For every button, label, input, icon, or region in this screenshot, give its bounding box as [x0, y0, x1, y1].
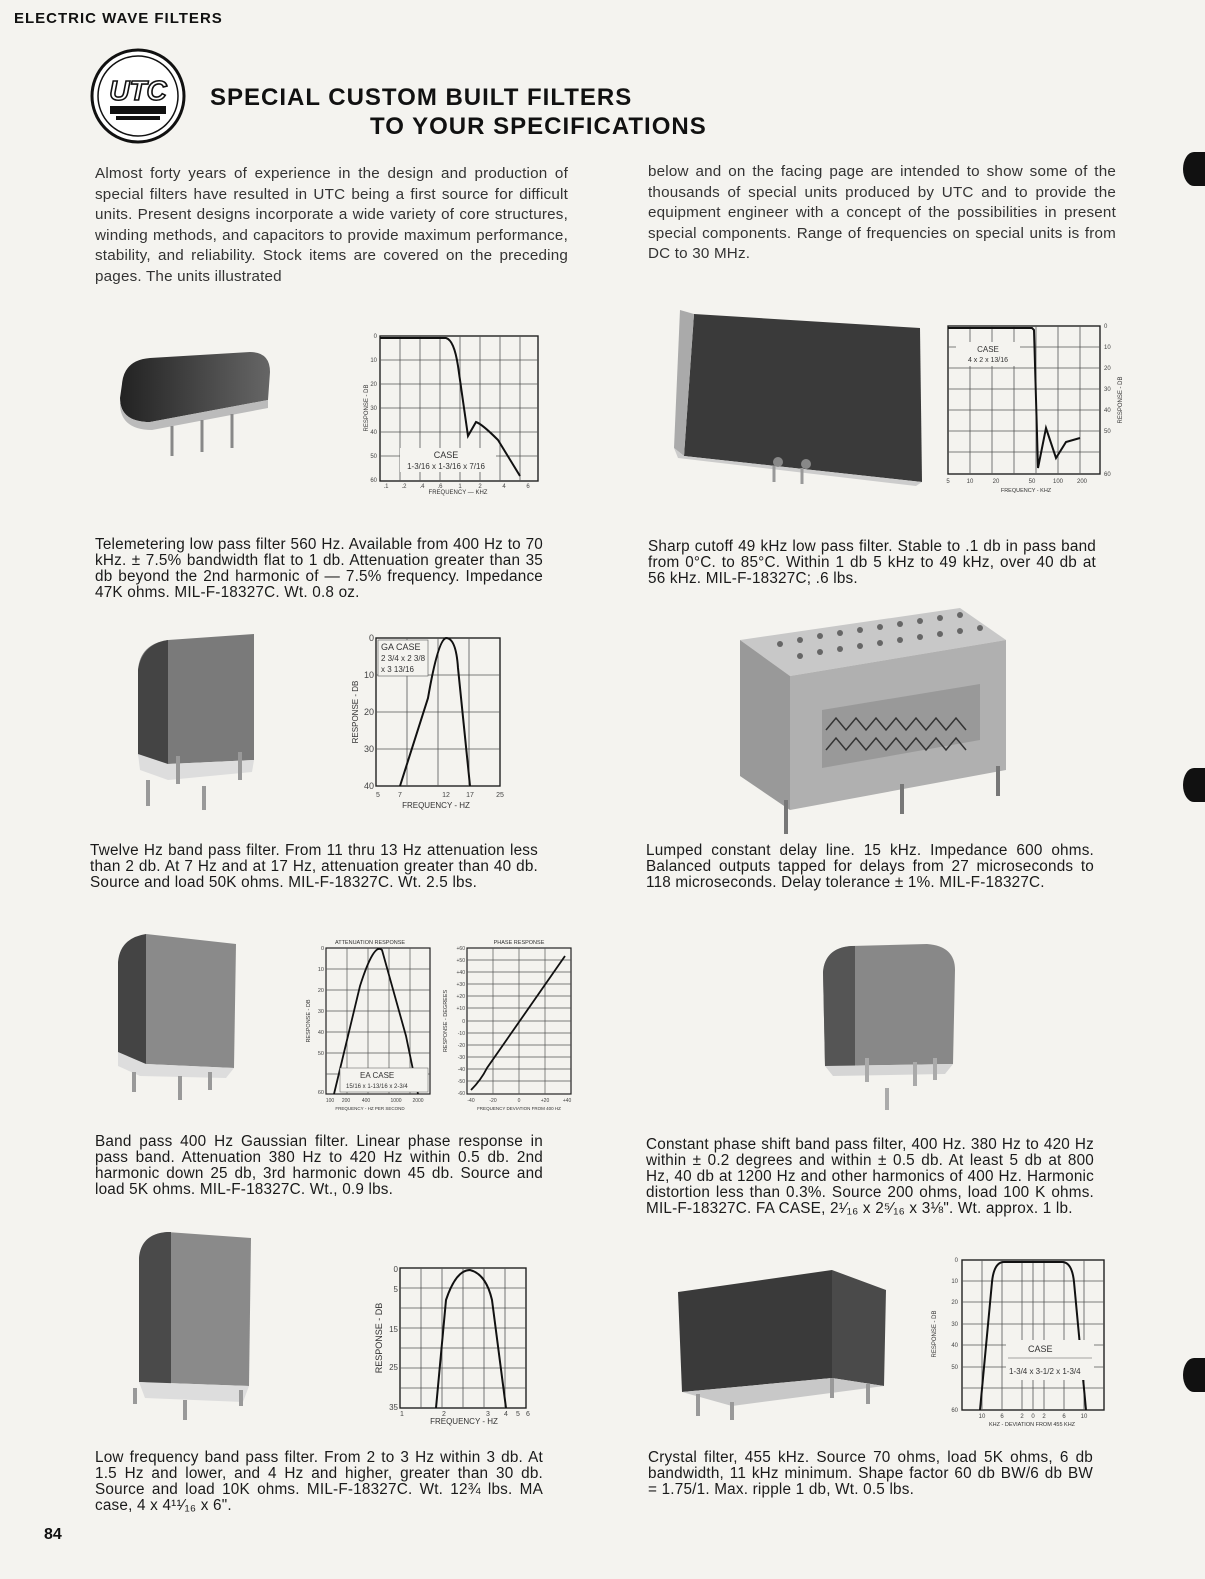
utc-logo — [90, 48, 186, 144]
y-tick: 50 — [370, 454, 377, 460]
y-tick: 50 — [317, 1051, 324, 1057]
graph-case-dims: 4 x 2 x 13/16 — [967, 357, 1009, 364]
y-tick: +40 — [456, 970, 465, 976]
page-title-line-2: TO YOUR SPECIFICATIONS — [370, 113, 707, 140]
x-tick: 400 — [361, 1098, 371, 1104]
x-tick: 20 — [992, 479, 1000, 485]
x-tick: .1 — [383, 484, 389, 490]
page-number: 84 — [44, 1526, 62, 1543]
x-tick: 1 — [400, 1411, 404, 1418]
y-tick: 0 — [373, 334, 377, 340]
logo-text: UTC — [109, 75, 167, 106]
graph-y-label: RESPONSE - DB — [306, 999, 312, 1043]
y-tick: 20 — [317, 988, 324, 994]
graph-case-dims: 15/16 x 1-13/16 x 2-3/4 — [346, 1084, 408, 1090]
y-tick: 10 — [363, 670, 374, 680]
y-tick: 0 — [462, 1019, 465, 1025]
caption-low-frequency-filter: Low frequency band pass filter. From 2 to 3 Hz within 3 db. At 1.5 Hz and lower, and 4 Hz and higher, greater than 30 db. Source and load 10K ohms. MIL-F-18327C. Wt. 12¾ lbs. MA case, 4 x 4¹¹⁄₁₆ x 6". — [95, 1449, 543, 1514]
x-tick: 10 — [978, 1414, 986, 1420]
y-tick: +60 — [456, 946, 465, 952]
margin-bullet — [1183, 152, 1205, 186]
x-tick: 17 — [466, 792, 474, 799]
graph-case-label: CASE — [1028, 1344, 1053, 1354]
graph-x-label: FREQUENCY — KHZ — [428, 490, 488, 496]
x-tick: 2000 — [412, 1098, 424, 1104]
y-tick: 40 — [317, 1030, 324, 1036]
product-photo-telemetering-filter — [110, 348, 280, 468]
y-tick: +10 — [456, 1006, 465, 1012]
y-tick: -60 — [457, 1091, 465, 1097]
y-tick: +30 — [456, 982, 465, 988]
graph-y-label: RESPONSE - DB — [364, 384, 370, 432]
x-tick: 2 — [442, 1411, 446, 1418]
y-tick: -50 — [457, 1079, 465, 1085]
x-tick: 5 — [376, 792, 380, 799]
x-tick: -40 — [467, 1098, 475, 1104]
graph-x-label: KHZ - DEVIATION FROM 455 KHZ — [988, 1422, 1076, 1426]
x-tick: 2 — [1020, 1414, 1024, 1420]
graph-y-label: RESPONSE - DB — [932, 1310, 938, 1358]
graph-x-label: FREQUENCY DEVIATION FROM 400 HZ — [477, 1106, 561, 1111]
x-tick: 50 — [1028, 479, 1036, 485]
y-tick: 10 — [951, 1279, 958, 1285]
x-tick: .4 — [419, 484, 425, 490]
section-header: ELECTRIC WAVE FILTERS — [14, 10, 223, 27]
page-title-line-1: SPECIAL CUSTOM BUILT FILTERS — [210, 84, 633, 111]
x-tick: 4 — [502, 484, 506, 490]
y-tick: 0 — [320, 946, 324, 952]
y-tick: 30 — [951, 1322, 958, 1328]
y-tick: 20 — [1104, 366, 1111, 372]
y-tick: 20 — [363, 707, 374, 717]
graph-crystal-filter — [920, 1252, 1110, 1426]
x-tick: 1000 — [390, 1098, 402, 1104]
graph-phase-response — [437, 936, 577, 1112]
graph-lowpass-49khz — [940, 318, 1130, 494]
y-tick: -40 — [457, 1067, 465, 1073]
product-photo-phase-shift-filter — [815, 938, 965, 1114]
y-tick: 20 — [951, 1300, 958, 1306]
product-photo-low-frequency-filter — [125, 1228, 265, 1424]
graph-case-dims: x 3 13/16 — [381, 665, 414, 674]
intro-left: Almost forty years of experience in the design and production of special filters have resulted in UTC being a first source for difficult units. Present designs incorporate a wide variety of core structures, winding methods, and capacitors to provide maximum performance, stability, and reliability. Stock items are covered on the preceding pages. The units illustrated — [95, 165, 568, 285]
product-photo-crystal-filter — [672, 1254, 912, 1420]
y-tick: 20 — [370, 382, 377, 388]
x-tick: 200 — [341, 1098, 351, 1104]
product-photo-gaussian-filter — [110, 926, 250, 1106]
graph-lowpass-560hz — [358, 326, 548, 498]
y-tick: 60 — [1104, 472, 1111, 478]
y-tick: 0 — [1104, 324, 1108, 330]
x-tick: 100 — [325, 1098, 335, 1104]
caption-phase-shift-filter: Constant phase shift band pass filter, 400 Hz. 380 Hz to 420 Hz within ± 0.2 degrees and within ± 0.5 db. At least 5 db at 800 Hz, 40 db at 1200 Hz and other harmonics of 400 Hz. Harmonic distortion less than 0.3%. Source 200 ohms, load 100 K ohms. MIL-F-18327C. FA CASE, 2¹⁄₁₆ x 2⁵⁄₁₆ x 3⅛". Wt. approx. 1 lb. — [646, 1136, 1094, 1217]
graph-low-frequency-bandpass — [360, 1260, 550, 1426]
y-tick: 50 — [951, 1365, 958, 1371]
x-tick: 2 — [478, 484, 482, 490]
y-tick: 0 — [368, 633, 374, 643]
x-tick: 3 — [486, 1411, 490, 1418]
y-tick: -20 — [457, 1043, 465, 1049]
graph-case-label: EA CASE — [360, 1071, 395, 1080]
y-tick: 15 — [389, 1325, 398, 1334]
x-tick: 5 — [516, 1411, 520, 1418]
x-tick: 6 — [1062, 1414, 1066, 1420]
y-tick: 30 — [363, 744, 374, 754]
product-photo-twelve-hz-filter — [128, 630, 268, 812]
x-tick: 25 — [496, 792, 504, 799]
x-tick: -20 — [489, 1098, 497, 1104]
margin-bullet — [1183, 1358, 1205, 1392]
graph-bandpass-12hz — [336, 628, 516, 810]
caption-twelve-hz-filter: Twelve Hz band pass filter. From 11 thru 13 Hz attenuation less than 2 db. At 7 Hz and at 17 Hz, attenuation greater than 40 db. Source and load 50K ohms. MIL-F-18327C. Wt. 2.5 lbs. — [90, 842, 538, 891]
margin-bullet — [1183, 768, 1205, 802]
y-tick: 40 — [370, 430, 377, 436]
y-tick: 25 — [389, 1363, 398, 1372]
x-tick: 6 — [526, 484, 530, 490]
x-tick: 100 — [1052, 479, 1064, 485]
graph-x-label: FREQUENCY - HZ — [402, 801, 470, 810]
product-photo-delay-line — [730, 600, 1030, 836]
y-tick: 40 — [951, 1343, 958, 1349]
graph-x-label: FREQUENCY - HZ — [430, 1417, 498, 1426]
y-tick: 40 — [1104, 408, 1111, 414]
x-tick: 10 — [966, 479, 974, 485]
y-tick: 40 — [363, 781, 374, 791]
x-tick: +20 — [540, 1098, 550, 1104]
x-tick: 2 — [1042, 1414, 1046, 1420]
y-tick: 60 — [317, 1090, 324, 1096]
y-tick: +20 — [456, 994, 465, 1000]
y-tick: 50 — [1104, 429, 1111, 435]
x-tick: .2 — [401, 484, 407, 490]
y-tick: +50 — [456, 958, 465, 964]
graph-title: PHASE RESPONSE — [493, 940, 545, 946]
graph-case-label: CASE — [433, 450, 459, 460]
graph-case-label: CASE — [977, 345, 999, 354]
x-tick: 6 — [526, 1411, 530, 1418]
x-tick: 10 — [1080, 1414, 1088, 1420]
caption-delay-line: Lumped constant delay line. 15 kHz. Impedance 600 ohms. Balanced outputs tapped for delays from 27 microseconds to 118 microseconds. Delay tolerance ± 1%. MIL-F-18327C. — [646, 842, 1094, 891]
caption-sharp-cutoff-filter: Sharp cutoff 49 kHz low pass filter. Stable to .1 db in pass band from 0°C. to 85°C. Within 1 db 5 kHz to 49 kHz, over 40 db at 56 kHz. MIL-F-18327C; .6 lbs. — [648, 538, 1096, 587]
caption-gaussian-filter: Band pass 400 Hz Gaussian filter. Linear phase response in pass band. Attenuation 380 Hz to 420 Hz within 0.5 db. 2nd harmonic down 25 db, 3rd harmonic down 45 db. Source and load 5K ohms. MIL-F-18327C. Wt., 0.9 lbs. — [95, 1133, 543, 1198]
y-tick: 0 — [393, 1265, 398, 1274]
graph-x-label: FREQUENCY - KHZ — [1000, 488, 1052, 494]
product-photo-sharp-cutoff-filter — [670, 306, 930, 492]
y-tick: 60 — [951, 1408, 958, 1414]
y-tick: 30 — [1104, 387, 1111, 393]
y-tick: -30 — [457, 1055, 465, 1061]
graph-case-label: GA CASE — [381, 642, 421, 652]
caption-telemetering-filter: Telemetering low pass filter 560 Hz. Available from 400 Hz to 70 kHz. ± 7.5% bandwidth flat to 1 db. Attenuation greater than 35 db beyond the 2nd harmonic of — 7.5% frequency. Impedance 47K ohms. MIL-F-18327C. Wt. 0.8 oz. — [95, 536, 543, 601]
graph-y-label: RESPONSE - DEGREES — [443, 989, 449, 1053]
graph-case-dims: 1-3/4 x 3-1/2 x 1-3/4 — [1009, 1367, 1081, 1376]
graph-y-label: RESPONSE - DB — [374, 1302, 384, 1374]
y-tick: 0 — [954, 1258, 958, 1264]
graph-case-dims: 1-3/16 x 1-3/16 x 7/16 — [407, 462, 485, 471]
caption-crystal-filter: Crystal filter, 455 kHz. Source 70 ohms, load 5K ohms, 6 db bandwidth, 11 kHz minimum. Shape factor 60 db BW/6 db BW = 1.75/1. Max. ripple 1 db, Wt. 0.5 lbs. — [648, 1449, 1093, 1498]
x-tick: 200 — [1076, 479, 1088, 485]
y-tick: 10 — [370, 358, 377, 364]
y-tick: 10 — [1104, 345, 1111, 351]
x-tick: 5 — [946, 479, 950, 485]
y-tick: 5 — [393, 1285, 398, 1294]
y-tick: 35 — [389, 1403, 398, 1412]
x-tick: 0 — [1031, 1414, 1035, 1420]
graph-y-label: RESPONSE - DB — [1118, 376, 1124, 424]
y-tick: 30 — [317, 1009, 324, 1015]
x-tick: 1 — [458, 484, 462, 490]
x-tick: +40 — [562, 1098, 572, 1104]
y-tick: 30 — [370, 406, 377, 412]
y-tick: 60 — [370, 478, 377, 484]
x-tick: 6 — [1000, 1414, 1004, 1420]
graph-x-label: FREQUENCY - HZ PER SECOND — [335, 1106, 405, 1111]
y-tick: -10 — [457, 1031, 465, 1037]
x-tick: 0 — [517, 1098, 521, 1104]
graph-y-label: RESPONSE - DB — [351, 680, 360, 744]
graph-attenuation-response — [300, 936, 435, 1112]
graph-title: ATTENUATION RESPONSE — [334, 940, 406, 946]
y-tick: 10 — [317, 967, 324, 973]
x-tick: .6 — [437, 484, 443, 490]
x-tick: 7 — [398, 792, 402, 799]
intro-right: below and on the facing page are intended to show some of the thousands of special units produced by UTC and to provide the equipment engineer with a concept of the possibilities in present special components. Range of frequencies on special units is from DC to 30 MHz. — [648, 163, 1116, 262]
x-tick: 12 — [442, 792, 450, 799]
graph-case-dims: 2 3/4 x 2 3/8 — [381, 654, 426, 663]
x-tick: 4 — [504, 1411, 508, 1418]
